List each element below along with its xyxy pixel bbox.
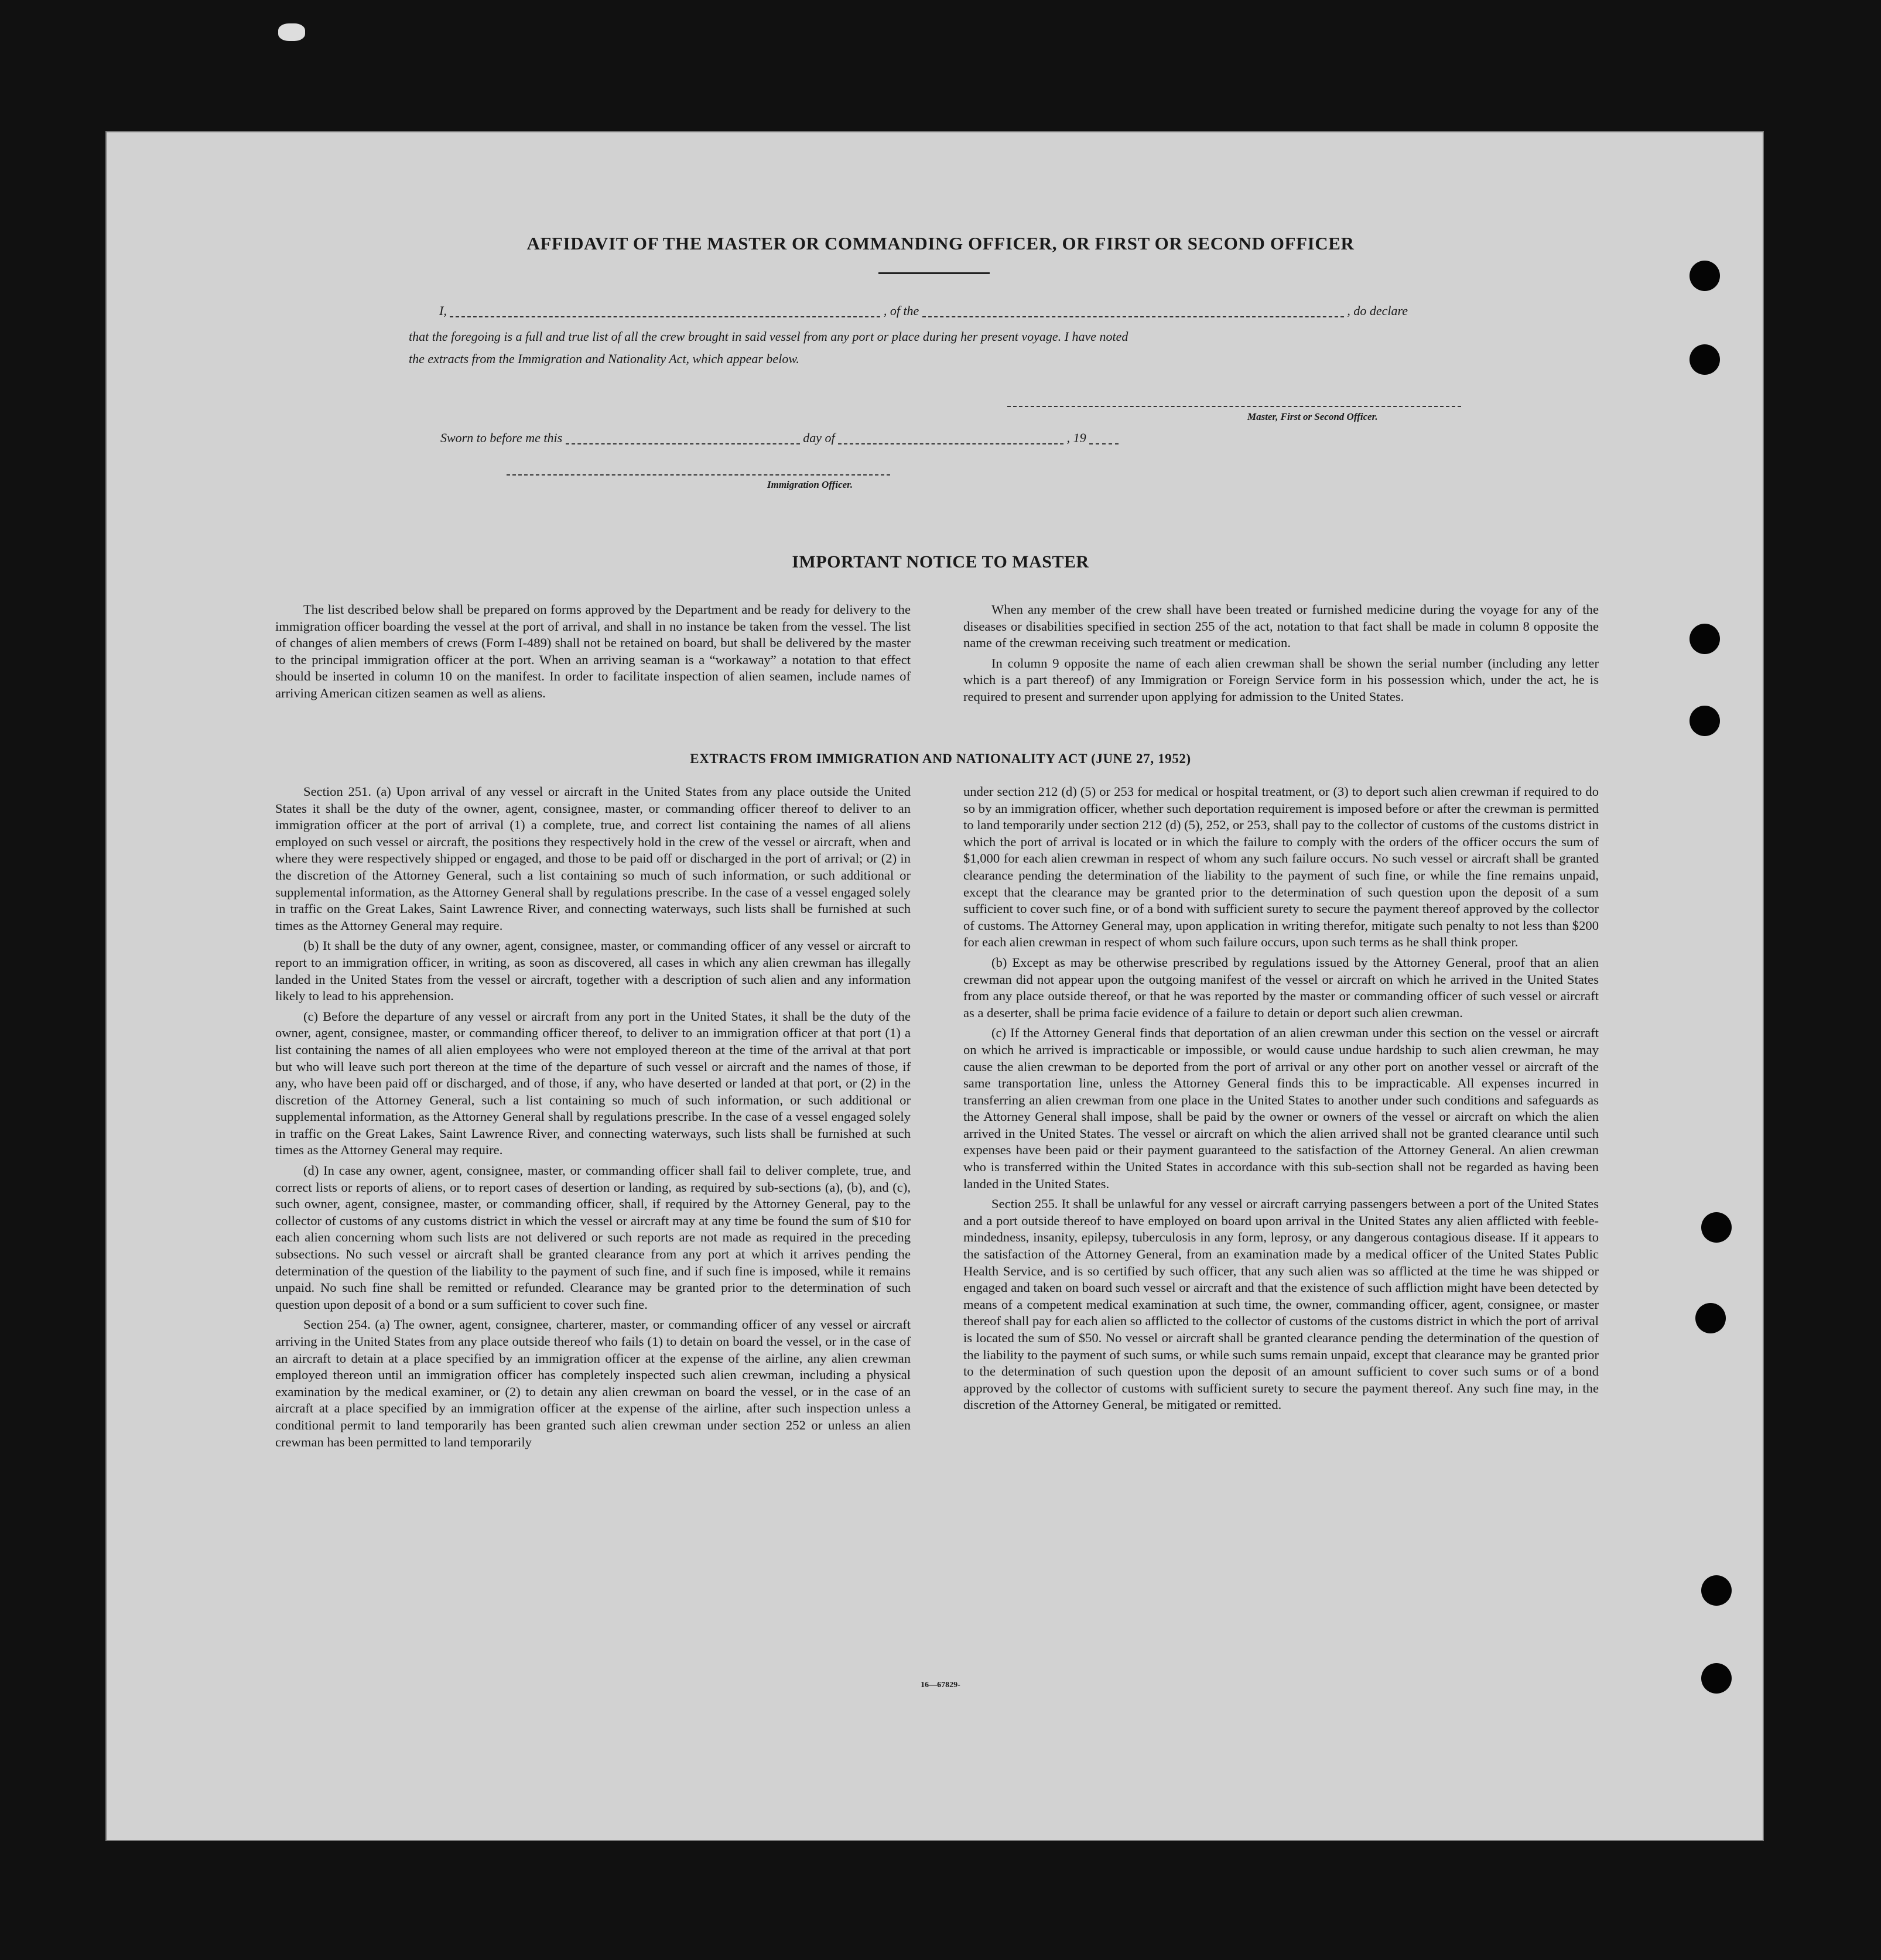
sworn-day-field[interactable]: [566, 434, 800, 444]
declare-label: , do declare: [1347, 303, 1408, 318]
master-name-field[interactable]: [450, 307, 880, 317]
section-paragraph: under section 212 (d) (5) or 253 for medical or hospital treatment, or (3) to deport such alien crewman if required to do so by an immigration officer, whether such deportation requirement is imposed before or after the crewman is permitted to land temporarily under section 212 (d) (5), 252, or 253, shall pay to the collector of customs of the customs district in which the port of arrival is located or in which the failure to comply with the orders of the officer occurs the sum of $1,000 for each alien crewman in respect of whom any such failure occurs. No such vessel or aircraft shall be granted clearance pending the determination of the liability to the payment of such fine, or while the fine remains unpaid, except that the clearance may be granted prior to the determination of such question upon the deposit of a sum sufficient to cover such fine, or of a bond with sufficient surety to secure the payment thereof approved by the collector of customs. The Attorney General may, upon application in writing therefor, mitigate such penalty to not less than $200 for each alien crewman in respect of whom such failure occurs, upon such terms as he shall think proper.: [963, 784, 1599, 950]
section-paragraph: Section 251. (a) Upon arrival of any vessel or aircraft in the United States from any place outside the United States it shall be the duty of the owner, agent, consignee, master, or commanding officer thereof to deliver to an immigration officer at the port of arrival (1) a complete, true, and correct list containing the names of all aliens employed on such vessel or aircraft, the positions they respectively hold in the crew of the vessel or aircraft, when and where they were respectively shipped or engaged, and those to be paid off or discharged in the port of arrival; or (2) in the discretion of the Attorney General, such a list containing so much of such information, or such additional or supplemental information, as the Attorney General shall by regulations prescribe. In the case of a vessel engaged solely in traffic on the Great Lakes, Saint Lawrence River, and connecting waterways, such lists shall be furnished at such times as the Attorney General may require.: [275, 784, 911, 933]
extracts-left-column: [275, 784, 911, 1454]
immigration-officer-signature-field[interactable]: [507, 474, 890, 476]
notice-title: IMPORTANT NOTICE TO MASTER: [792, 552, 1089, 572]
title-underline: [878, 272, 990, 274]
statement-line-1: that the foregoing is a full and true list of all the crew brought in said vessel from any port or place during her present voyage. I have noted: [409, 329, 1128, 344]
master-signature-field[interactable]: [1007, 406, 1461, 407]
section-paragraph: (b) It shall be the duty of any owner, agent, consignee, master, or commanding officer of any vessel or aircraft to report to an immigration officer, in writing, as soon as discovered, all cases in which any alien crewman has illegally landed in the United States from the vessel or aircraft, together with a description of such alien and any information likely to lead to his apprehension.: [275, 938, 911, 1004]
notice-paragraph: In column 9 opposite the name of each alien crewman shall be shown the serial number (including any letter which is a part thereof) of any Immigration or Foreign Service form in his possession which, under the act, he is required to present and surrender upon applying for admission to the United States.: [963, 655, 1599, 704]
extracts-right-column: [963, 784, 1599, 1417]
sworn-label: Sworn to before me this: [440, 430, 563, 445]
notice-left-column: [275, 601, 911, 706]
punch-hole: [1690, 624, 1720, 654]
section-paragraph: Section 254. (a) The owner, agent, consignee, charterer, master, or commanding officer of any vessel or aircraft arriving in the United States from any place outside thereof who fails (1) to detain on board the vessel, or in the case of an aircraft to detain at a place specified by an immigration officer at the expense of the airline, any alien crewman employed thereon until an immigration officer has completely inspected such alien crewman, including a physical examination by the medical examiner, or (2) to detain any alien crewman on board the vessel, or in the case of an aircraft at a place specified by an immigration officer at the expense of the airline, after such inspection unless a conditional permit to land temporarily has been granted such alien crewman under section 252 or unless an alien crewman has been permitted to land temporarily: [275, 1317, 911, 1449]
affidavit-title: AFFIDAVIT OF THE MASTER OR COMMANDING OFFICER, OR FIRST OR SECOND OFFICER: [526, 233, 1355, 254]
punch-hole: [1695, 1303, 1726, 1333]
punch-hole: [1701, 1212, 1732, 1243]
year-label: , 19: [1066, 430, 1086, 445]
section-paragraph: (c) If the Attorney General finds that deportation of an alien crewman under this section on the vessel or aircraft on which he arrived is impracticable or impossible, or would cause undue hardship to such alien crewman, he may cause the alien crewman to be deported from the port of arrival or any other port on another vessel or aircraft of the same transportation line, unless the Attorney General finds this to be impracticable. All expenses incurred in transferring an alien crewman from one place in the United States to another under such conditions and safeguards as the Attorney General shall impose, shall be paid by the owner or owners of the vessel or aircraft on which the alien arrived in the United States. The vessel or aircraft on which the alien arrived shall not be granted clearance until such expenses have been paid or their payment guaranteed to the satisfaction of the Attorney General. An alien crewman who is transferred within the United States in accordance with this sub-section shall not be regarded as having been landed in the United States.: [963, 1025, 1599, 1191]
section-paragraph: (b) Except as may be otherwise prescribed by regulations issued by the Attorney General, proof that an alien crewman did not appear upon the outgoing manifest of the vessel or aircraft on which he arrived in the United States from any place outside thereof, or that he was reported by the master or commanding officer of such vessel or aircraft as a deserter, shall be prima facie evidence of a failure to detain or deport such alien crewman.: [963, 955, 1599, 1020]
statement-line-2: the extracts from the Immigration and Nationality Act, which appear below.: [409, 351, 799, 366]
punch-hole: [1690, 261, 1720, 291]
sworn-year-field[interactable]: [1089, 434, 1119, 444]
immigration-officer-label: Immigration Officer.: [767, 479, 853, 490]
notice-paragraph: When any member of the crew shall have been treated or furnished medicine during the voyage for any of the diseases or disabilities specified in section 255 of the act, notation to that fact shall be made in column 8 opposite the name of the crewman receiving such treatment or medication.: [963, 602, 1599, 651]
notice-right-column: [963, 601, 1599, 709]
punch-hole: [1701, 1575, 1732, 1606]
of-the-label: , of the: [883, 303, 919, 318]
sworn-line: [440, 430, 1119, 446]
punch-hole: [1690, 344, 1720, 375]
vessel-name-field[interactable]: [922, 307, 1344, 317]
i-label: I,: [439, 303, 447, 318]
punch-hole: [278, 23, 305, 41]
form-code: 16—67829-: [921, 1681, 960, 1689]
sworn-month-field[interactable]: [838, 434, 1063, 444]
notice-paragraph: The list described below shall be prepared on forms approved by the Department and be ready for delivery to the immigration officer boarding the vessel at the port of arrival, and shall in no instance be taken from the vessel. The list of changes of alien members of crews (Form I-489) shall not be retained on board, but shall be delivered by the master to the principal immigration officer at the port. When an arriving seaman is a “workaway” a notation to that effect should be inserted in column 10 on the manifest. In order to facilitate inspection of alien seamen, include names of arriving American citizen seamen as well as aliens.: [275, 602, 911, 700]
punch-hole: [1690, 706, 1720, 736]
master-signature-label: Master, First or Second Officer.: [1247, 411, 1378, 422]
extracts-title: EXTRACTS FROM IMMIGRATION AND NATIONALITY ACT (JUNE 27, 1952): [690, 751, 1191, 766]
day-of-label: day of: [803, 430, 835, 445]
section-paragraph: (c) Before the departure of any vessel or aircraft from any port in the United States, it shall be the duty of the owner, agent, consignee, master, or commanding officer thereof, to deliver to an immigration officer at that port (1) a list containing the names of all alien employees who were not employed thereon at the time of the arrival at that port but who will leave such port thereon at the time of the departure of such vessel or aircraft and the names of those, if any, who have been paid off or discharged, and of those, if any, who have deserted or landed at that port, or (2) in the discretion of the Attorney General, such a list containing so much of such information, or such additional or supplemental information, as the Attorney General shall by regulations prescribe. In the case of a vessel engaged solely in traffic on the Great Lakes, Saint Lawrence River, and connecting waterways, such lists shall be furnished at such times as the Attorney General may require.: [275, 1008, 911, 1158]
section-paragraph: (d) In case any owner, agent, consignee, master, or commanding officer shall fail to deliver complete, true, and correct lists or reports of aliens, or to report cases of desertion or landing, as required by sub-sections (a), (b), and (c), such owner, agent, consignee, master, or commanding officer, shall, if required by the Attorney General, pay to the collector of customs of any customs district in which the vessel or aircraft may at any time be found the sum of $10 for each alien concerning whom such lists are not delivered or such reports are not made as required in the preceding subsections. No such vessel or aircraft shall be granted clearance from any port at which it arrives pending the determination of the question of the liability to the payment of such fine, and if such fine is imposed, while it remains unpaid. No such fine shall be remitted or refunded. Clearance may be granted prior to the determination of such question upon deposit of a bond or a sum sufficient to cover such fine.: [275, 1163, 911, 1312]
section-paragraph: Section 255. It shall be unlawful for any vessel or aircraft carrying passengers between a port of the United States and a port outside thereof to have employed on board upon arrival in the United States any alien afflicted with feeble-mindedness, insanity, epilepsy, tuberculosis in any form, leprosy, or any dangerous contagious disease. If it appears to the satisfaction of the Attorney General, from an examination made by a medical officer of the United States Public Health Service, and is so certified by such officer, that any such alien was so afflicted at the time he was shipped or engaged and taken on board such vessel or aircraft and that the existence of such affliction might have been detected by means of a competent medical examination at such time, the owner, commanding officer, agent, consignee, or master thereof shall pay for each alien so afflicted to the collector of customs of the customs district in which the port of arrival is located the sum of $50. No vessel or aircraft shall be granted clearance pending the determination of the question of the liability to the payment of such sums, or while such sums remain unpaid, except that clearance may be granted prior to the determination of such question upon the deposit of an amount sufficient to cover such sums or of a bond approved by the collector of customs with sufficient surety to secure the payment thereof. Any such fine may, in the discretion of the Attorney General, be mitigated or remitted.: [963, 1196, 1599, 1412]
declaration-line: [439, 303, 1408, 319]
